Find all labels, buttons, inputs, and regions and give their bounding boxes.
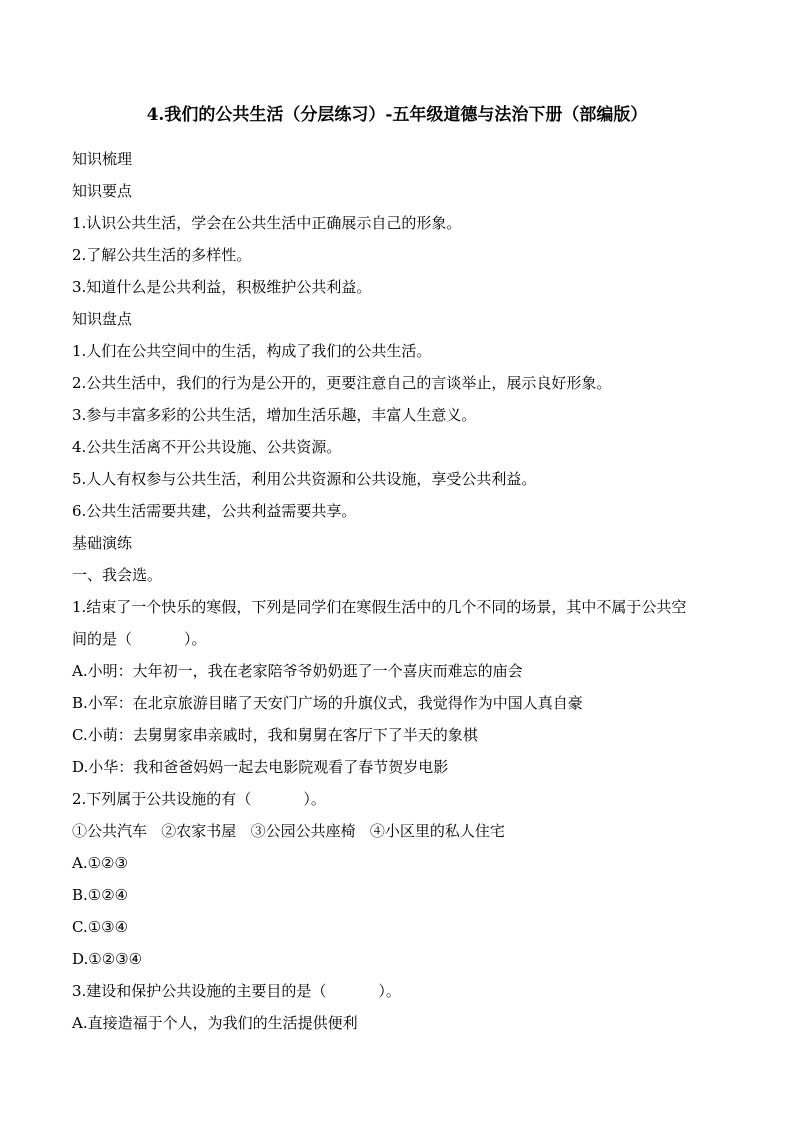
review-item: 1.人们在公共空间中的生活，构成了我们的公共生活。 bbox=[72, 342, 432, 360]
key-point-item: 3.知道什么是公共利益，积极维护公共利益。 bbox=[72, 278, 372, 296]
question-1-stem-continued bbox=[72, 623, 732, 655]
review-item: 3.参与丰富多彩的公共生活，增加生活乐趣，丰富人生意义。 bbox=[72, 406, 477, 424]
part-one-heading: 一、我会选。 bbox=[72, 566, 163, 584]
question-1-stem-end: ）。 bbox=[184, 630, 207, 648]
question-3-option-a: A.直接造福于个人，为我们的生活提供便利 bbox=[72, 1014, 358, 1032]
document-title: 4.我们的公共生活（分层练习）-五年级道德与法治下册（部编版） bbox=[146, 105, 648, 125]
question-1-stem: 1.结束了一个快乐的寒假，下列是同学们在寒假生活中的几个不同的场景，其中不属于公共空 bbox=[72, 598, 687, 616]
question-3-stem bbox=[72, 975, 732, 1007]
question-3-stem-end: ）。 bbox=[378, 982, 401, 1000]
question-2-stem-end: ）。 bbox=[303, 790, 326, 808]
question-2-option-a: A.①②③ bbox=[72, 854, 128, 872]
key-point-item: 1.认识公共生活，学会在公共生活中正确展示自己的形象。 bbox=[72, 214, 462, 232]
question-2-stem bbox=[72, 783, 732, 815]
question-1-option-a: A.小明：大年初一，我在老家陪爷爷奶奶逛了一个喜庆而难忘的庙会 bbox=[72, 662, 523, 680]
review-item: 5.人人有权参与公共生活，利用公共资源和公共设施，享受公共利益。 bbox=[72, 470, 537, 488]
question-2-items: ①公共汽车 ②农家书屋 ③公园公共座椅 ④小区里的私人住宅 bbox=[72, 822, 505, 840]
question-2-option-d: D.①②③④ bbox=[72, 950, 143, 968]
document-body bbox=[72, 143, 732, 1039]
question-1-stem-part: 间的是（ bbox=[72, 630, 133, 648]
question-2-option-b: B.①②④ bbox=[72, 886, 129, 904]
key-point-item: 2.了解公共生活的多样性。 bbox=[72, 246, 252, 264]
review-item: 4.公共生活离不开公共设施、公共资源。 bbox=[72, 438, 342, 456]
knowledge-outline-heading: 知识梳理 bbox=[72, 150, 133, 168]
review-heading: 知识盘点 bbox=[72, 310, 133, 328]
question-1-option-d: D.小华：我和爸爸妈妈一起去电影院观看了春节贺岁电影 bbox=[72, 758, 449, 776]
question-1-option-b: B.小军：在北京旅游目睹了天安门广场的升旗仪式，我觉得作为中国人真自豪 bbox=[72, 694, 583, 712]
question-1-option-c: C.小萌：去舅舅家串亲戚时，我和舅舅在客厅下了半天的象棋 bbox=[72, 726, 478, 744]
question-3-stem-part: 3.建设和保护公共设施的主要目的是（ bbox=[72, 982, 327, 1000]
review-item: 2.公共生活中，我们的行为是公开的，更要注意自己的言谈举止，展示良好形象。 bbox=[72, 374, 612, 392]
question-2-stem-part: 2.下列属于公共设施的有（ bbox=[72, 790, 252, 808]
review-item: 6.公共生活需要共建，公共利益需要共享。 bbox=[72, 502, 357, 520]
basic-practice-heading: 基础演练 bbox=[72, 534, 133, 552]
question-2-option-c: C.①③④ bbox=[72, 918, 129, 936]
key-points-heading: 知识要点 bbox=[72, 182, 133, 200]
